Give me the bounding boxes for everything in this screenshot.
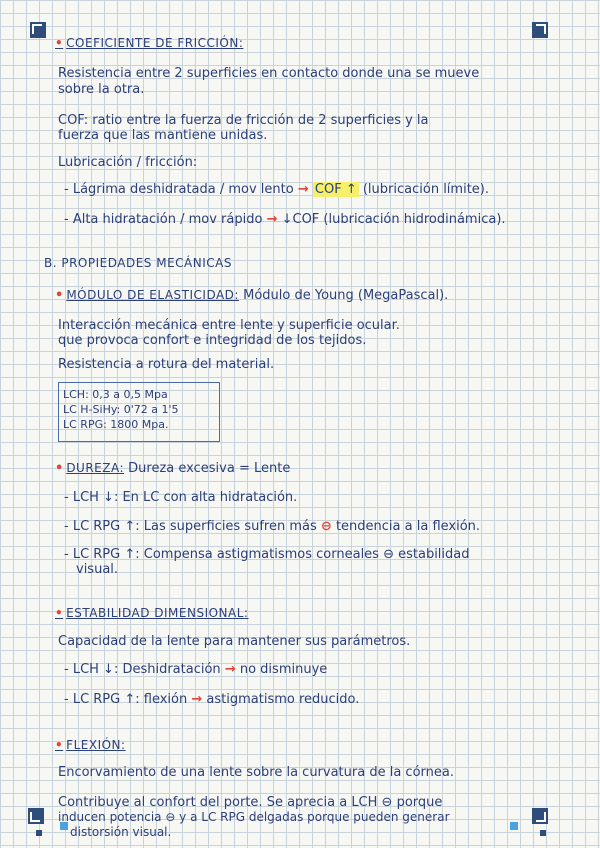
box-line: LC H-SiHy: 0'72 a 1'5 xyxy=(63,403,179,416)
box-line: LC RPG: 1800 Mpa. xyxy=(63,418,169,431)
bullet-line: - LC RPG ↑: Las superficies sufren más ⊖ tendencia a la flexión. xyxy=(64,519,481,534)
bullet-line: visual. xyxy=(76,562,119,577)
page-marker-square xyxy=(510,822,518,830)
bullet-line: - LCH ↓: En LC con alta hidratación. xyxy=(64,490,298,505)
text-line: inducen potencia ⊖ y a LC RPG delgadas porque pueden generar xyxy=(58,810,450,824)
box-line: LCH: 0,3 a 0,5 Mpa xyxy=(63,388,168,401)
heading-coeficiente-friccion: • COEFICIENTE DE FRICCIÓN: xyxy=(55,36,244,50)
text-line: distorsión visual. xyxy=(70,825,172,839)
text-line: COF: ratio entre la fuerza de fricción de 2 superficies y la xyxy=(58,113,429,128)
arrow-right-icon: → xyxy=(191,692,203,707)
text-line: Capacidad de la lente para mantener sus parámetros. xyxy=(58,634,411,649)
values-box xyxy=(58,382,220,442)
corner-mark-bottom-left xyxy=(28,808,44,824)
text-line: fuerza que las mantiene unidas. xyxy=(58,128,268,143)
text-line: Contribuye al confort del porte. Se aprecia a LCH ⊖ porque xyxy=(58,795,443,810)
bullet-line: - LCH ↓: Deshidratación → no disminuye xyxy=(64,662,328,677)
arrow-right-icon: → xyxy=(297,182,309,197)
heading-propiedades-mecanicas: B. PROPIEDADES MECÁNICAS xyxy=(44,256,232,270)
bullet-line: - LC RPG ↑: flexión → astigmatismo reducido. xyxy=(64,692,360,707)
text-line: Resistencia entre 2 superficies en contacto donde una se mueve xyxy=(58,66,480,81)
text-line: Interacción mecánica entre lente y superficie ocular. xyxy=(58,318,400,333)
corner-mark-bottom-right xyxy=(532,808,548,824)
heading-flexion: • FLEXIÓN: xyxy=(55,738,126,752)
subheading-modulo-elasticidad: • MÓDULO DE ELASTICIDAD: Módulo de Young (MegaPascal). xyxy=(55,288,449,303)
highlighted-text: COF ↑ xyxy=(314,182,357,197)
text-line: Lubricación / fricción: xyxy=(58,155,198,170)
bullet-line: - Lágrima deshidratada / mov lento → COF ↑ (lubricación límite). xyxy=(64,182,489,197)
text-line: Encorvamiento de una lente sobre la curvatura de la córnea. xyxy=(58,765,454,780)
bullet-line: - Alta hidratación / mov rápido → ↓COF (lubricación hidrodinámica). xyxy=(64,212,506,227)
arrow-right-icon: → xyxy=(224,662,236,677)
page-marker-square xyxy=(36,830,42,836)
corner-mark-top-right xyxy=(532,22,548,38)
bullet-line: - LC RPG ↑: Compensa astigmatismos corneales ⊖ estabilidad xyxy=(64,547,470,562)
arrow-right-icon: → xyxy=(266,212,278,227)
heading-dureza: • DUREZA: Dureza excesiva = Lente xyxy=(55,461,291,476)
page-marker-square xyxy=(540,830,546,836)
text-line: sobre la otra. xyxy=(58,82,145,97)
heading-estabilidad-dimensional: • ESTABILIDAD DIMENSIONAL: xyxy=(55,606,249,620)
text-line: que provoca confort e integridad de los tejidos. xyxy=(58,333,367,348)
corner-mark-top-left xyxy=(30,22,46,38)
text-line: Resistencia a rotura del material. xyxy=(58,357,275,372)
circle-minus-icon: ⊖ xyxy=(320,519,332,534)
